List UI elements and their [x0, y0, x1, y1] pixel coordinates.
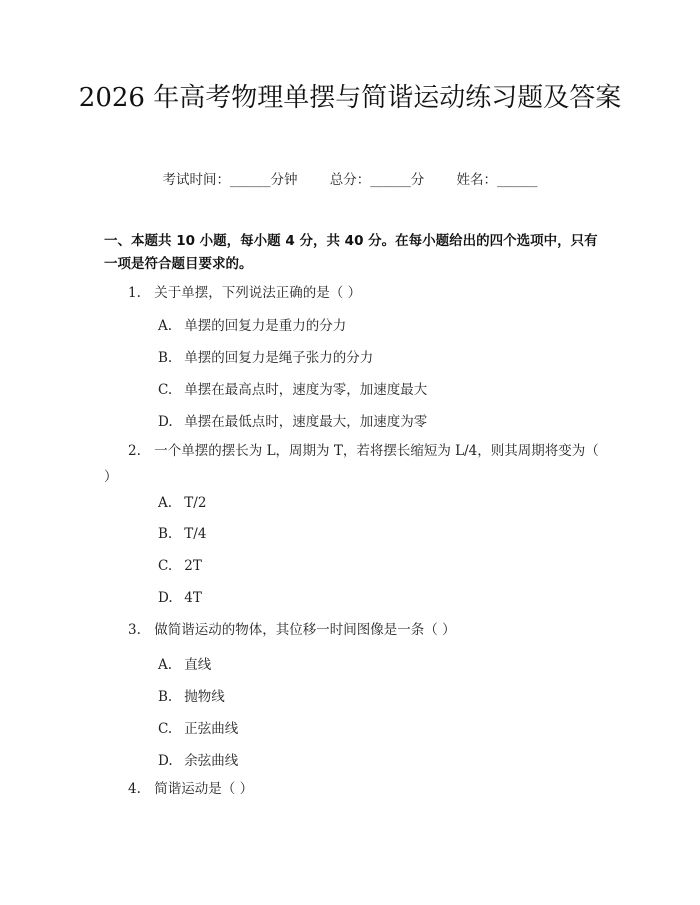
option-text: 直线 — [184, 657, 212, 673]
option-label: D. — [158, 414, 173, 430]
question-3-option-a — [158, 653, 211, 673]
question-1-option-a — [158, 314, 346, 334]
question-3-option-c — [158, 717, 238, 737]
exam-time-field: 考试时间：______分钟 — [162, 172, 298, 188]
option-label: B. — [158, 526, 173, 542]
question-2-option-b — [158, 526, 206, 542]
option-label: A. — [158, 657, 173, 673]
option-text: 单摆在最高点时，速度为零，加速度最大 — [184, 382, 428, 398]
option-text: T/2 — [184, 495, 207, 511]
question-2 — [104, 438, 606, 490]
option-label: A. — [158, 495, 173, 511]
question-2-option-c — [158, 558, 202, 574]
question-1-option-c — [158, 378, 427, 398]
section-heading: 一、本题共 10 小题，每小题 4 分，共 40 分。在每小题给出的四个选项中，只有一项是符合题目要求的。 — [104, 233, 598, 272]
option-text: 单摆在最低点时，速度最大，加速度为零 — [184, 414, 428, 430]
option-label: C. — [158, 382, 173, 398]
question-number: 1. — [128, 285, 141, 301]
question-text: 简谐运动是（ ） — [154, 781, 254, 797]
option-text: 正弦曲线 — [184, 721, 239, 737]
option-label: A. — [158, 318, 173, 334]
option-text: 单摆的回复力是重力的分力 — [184, 318, 347, 334]
document-title: 2026 年高考物理单摆与简谐运动练习题及答案 — [78, 83, 622, 113]
option-text: 抛物线 — [184, 689, 225, 705]
name-field: 姓名：______ — [456, 172, 538, 188]
question-2-option-d — [158, 590, 202, 606]
option-label: B. — [158, 689, 173, 705]
option-label: C. — [158, 558, 173, 574]
question-2-option-a — [158, 495, 206, 511]
question-1 — [104, 280, 606, 306]
question-number: 2. — [128, 443, 141, 459]
option-label: D. — [158, 753, 173, 769]
question-text: 一个单摆的摆长为 L，周期为 T，若将摆长缩短为 L/4，则其周期将变为（ ） — [104, 443, 599, 485]
question-3-option-d — [158, 749, 238, 769]
question-number: 4. — [128, 781, 141, 797]
option-label: D. — [158, 590, 173, 606]
option-text: 单摆的回复力是绳子张力的分力 — [184, 350, 374, 366]
question-3-option-b — [158, 685, 225, 705]
question-1-option-d — [158, 410, 427, 430]
question-1-option-b — [158, 346, 373, 366]
question-3 — [104, 617, 606, 643]
total-score-field: 总分：______分 — [329, 172, 425, 188]
question-text: 关于单摆，下列说法正确的是（ ） — [154, 285, 362, 301]
option-text: T/4 — [184, 526, 207, 542]
option-text: 2T — [184, 558, 202, 574]
question-4 — [104, 776, 606, 802]
option-label: C. — [158, 721, 173, 737]
option-label: B. — [158, 350, 173, 366]
option-text: 余弦曲线 — [184, 753, 239, 769]
option-text: 4T — [184, 590, 202, 606]
question-text: 做简谐运动的物体，其位移一时间图像是一条（ ） — [154, 622, 456, 638]
exam-info-line — [0, 168, 700, 188]
question-number: 3. — [128, 622, 141, 638]
